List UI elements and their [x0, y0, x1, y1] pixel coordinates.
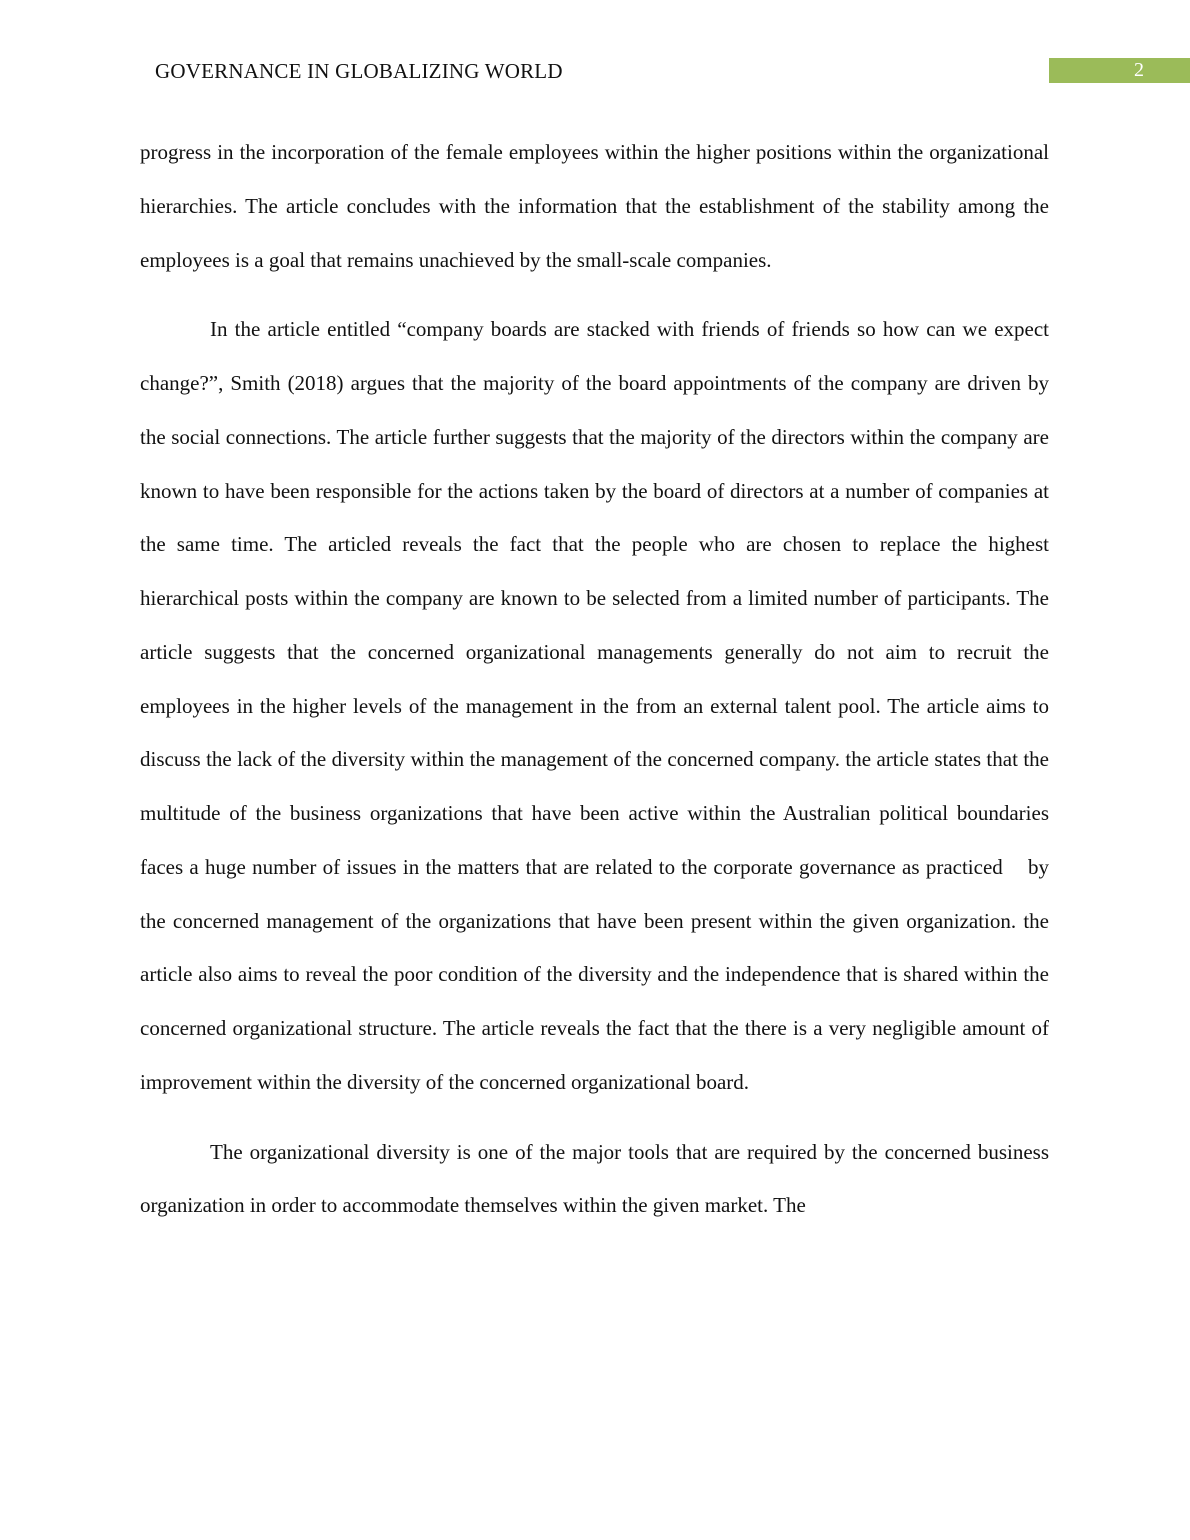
running-head: GOVERNANCE IN GLOBALIZING WORLD	[155, 59, 563, 83]
paragraph-smith-article: In the article entitled “company boards are stacked with friends of friends so how can we expect change?”, Smith (2018) argues that the majority of the board appointments of the company are driven by the social connections. The article further suggests that the majority of the directors within the company are known to have been responsible for the actions taken by the board of directors at a number of companies at the same time. The articled reveals the fact that the people who are chosen to replace the highest hierarchical posts within the company are known to be selected from a limited number of participants. The article suggests that the concerned organizational managements generally do not aim to recruit the employees in the higher levels of the management in the from an external talent pool. The article aims to discuss the lack of the diversity within the management of the concerned company. the article states that the multitude of the business organizations that have been active within the Australian political boundaries faces a huge number of issues in the matters that are related to the corporate governance as practiced by the concerned management of the organizations that have been present within the given organization. the article also aims to reveal the poor condition of the diversity and the independence that is shared within the concerned organizational structure. The article reveals the fact that the there is a very negligible amount of improvement within the diversity of the concerned organizational board.	[140, 317, 1055, 1094]
paragraph-organizational-diversity: The organizational diversity is one of the major tools that are required by the concerned business organization in order to accommodate themselves within the given market. The	[140, 1139, 1055, 1218]
paragraph-continued: progress in the incorporation of the female employees within the higher positions within the organizational hierarchies. The article concludes with the information that the establishment of the stability among the employees is a goal that remains unachieved by the small-scale companies.	[140, 140, 1055, 272]
body-text	[140, 126, 1055, 1233]
page-number: 2	[1049, 58, 1190, 83]
